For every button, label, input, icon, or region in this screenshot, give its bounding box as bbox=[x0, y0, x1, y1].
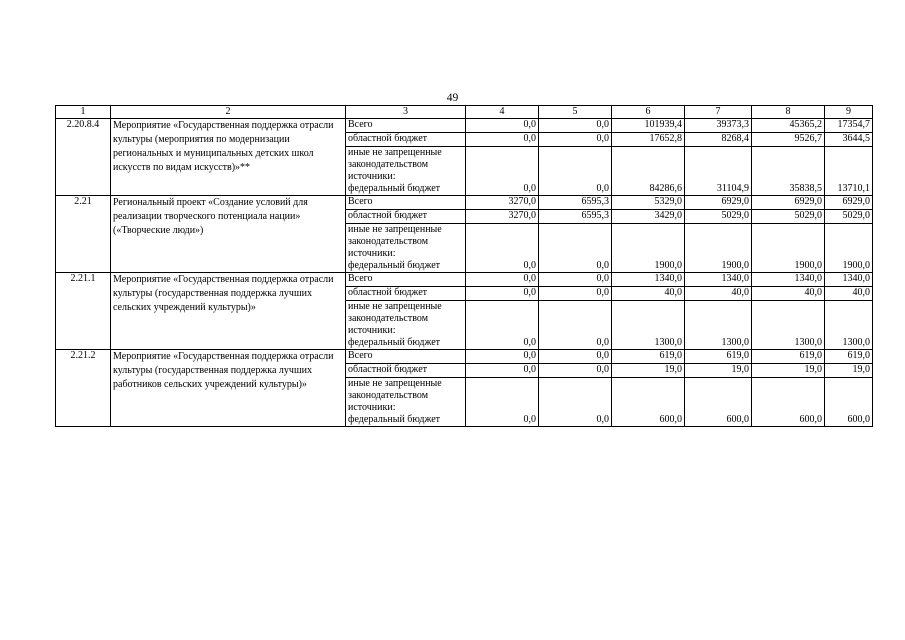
amount-cell: 0,0 bbox=[539, 119, 612, 133]
funding-source-line: источники: bbox=[348, 325, 396, 336]
item-code: 2.20.8.4 bbox=[56, 119, 111, 196]
amount-cell: 45365,2 bbox=[752, 119, 825, 133]
funding-source: областной бюджет bbox=[346, 133, 466, 147]
amount-cell: 40,0 bbox=[752, 287, 825, 301]
item-code: 2.21.1 bbox=[56, 273, 111, 350]
column-number: 5 bbox=[539, 106, 612, 119]
amount-cell: 40,0 bbox=[825, 287, 873, 301]
funding-source: областной бюджет bbox=[346, 364, 466, 378]
item-description: Мероприятие «Государственная поддержка отрасли культуры (государственная поддержка лучших сельских учреждений культуры)» bbox=[111, 273, 346, 350]
amount-cell: 0,0 bbox=[539, 224, 612, 273]
amount-cell: 101939,4 bbox=[612, 119, 685, 133]
amount-cell: 600,0 bbox=[685, 378, 752, 427]
funding-source-line: законодательством bbox=[348, 236, 429, 247]
amount-cell: 19,0 bbox=[612, 364, 685, 378]
amount-cell: 6595,3 bbox=[539, 210, 612, 224]
amount-cell: 0,0 bbox=[466, 133, 539, 147]
item-description: Региональный проект «Создание условий для реализации творческого потенциала нации» («Творческие люди») bbox=[111, 196, 346, 273]
amount-cell: 6595,3 bbox=[539, 196, 612, 210]
column-number-header-row bbox=[56, 106, 873, 119]
funding-source-line: законодательством bbox=[348, 159, 429, 170]
amount-cell: 1300,0 bbox=[825, 301, 873, 350]
amount-cell: 0,0 bbox=[539, 350, 612, 364]
funding-source-line: источники: bbox=[348, 402, 396, 413]
amount-cell: 40,0 bbox=[612, 287, 685, 301]
amount-cell: 600,0 bbox=[825, 378, 873, 427]
amount-cell: 619,0 bbox=[752, 350, 825, 364]
page-number: 49 bbox=[446, 92, 459, 104]
amount-cell: 6929,0 bbox=[685, 196, 752, 210]
amount-cell: 19,0 bbox=[685, 364, 752, 378]
column-number: 2 bbox=[111, 106, 346, 119]
amount-cell: 35838,5 bbox=[752, 147, 825, 196]
amount-cell: 3270,0 bbox=[466, 196, 539, 210]
funding-source-line: федеральный бюджет bbox=[348, 414, 441, 425]
amount-cell: 5329,0 bbox=[612, 196, 685, 210]
amount-cell: 619,0 bbox=[612, 350, 685, 364]
amount-cell: 600,0 bbox=[752, 378, 825, 427]
funding-source bbox=[346, 301, 466, 350]
table-row bbox=[56, 350, 873, 364]
amount-cell: 1340,0 bbox=[612, 273, 685, 287]
funding-source-line: иные не запрещенные bbox=[348, 301, 442, 312]
funding-source bbox=[346, 378, 466, 427]
amount-cell: 19,0 bbox=[752, 364, 825, 378]
amount-cell: 40,0 bbox=[685, 287, 752, 301]
amount-cell: 0,0 bbox=[466, 301, 539, 350]
column-number: 9 bbox=[825, 106, 873, 119]
amount-cell: 3270,0 bbox=[466, 210, 539, 224]
column-number: 4 bbox=[466, 106, 539, 119]
amount-cell: 0,0 bbox=[466, 119, 539, 133]
funding-source bbox=[346, 147, 466, 196]
amount-cell: 31104,9 bbox=[685, 147, 752, 196]
funding-source-line: иные не запрещенные bbox=[348, 224, 442, 235]
item-code: 2.21.2 bbox=[56, 350, 111, 427]
item-description: Мероприятие «Государственная поддержка отрасли культуры (мероприятия по модернизации региональных и муниципальных детских школ искусств по видам искусств)»** bbox=[111, 119, 346, 196]
amount-cell: 600,0 bbox=[612, 378, 685, 427]
amount-cell: 1900,0 bbox=[612, 224, 685, 273]
funding-source-line: законодательством bbox=[348, 313, 429, 324]
amount-cell: 0,0 bbox=[466, 224, 539, 273]
funding-source-line: иные не запрещенные bbox=[348, 378, 442, 389]
funding-source bbox=[346, 224, 466, 273]
amount-cell: 0,0 bbox=[539, 378, 612, 427]
funding-source-line: иные не запрещенные bbox=[348, 147, 442, 158]
funding-source-line: источники: bbox=[348, 248, 396, 259]
funding-source-line: федеральный бюджет bbox=[348, 260, 441, 271]
amount-cell: 0,0 bbox=[466, 350, 539, 364]
item-code: 2.21 bbox=[56, 196, 111, 273]
amount-cell: 1340,0 bbox=[685, 273, 752, 287]
funding-source-line: федеральный бюджет bbox=[348, 337, 441, 348]
amount-cell: 619,0 bbox=[825, 350, 873, 364]
amount-cell: 0,0 bbox=[539, 133, 612, 147]
funding-source: Всего bbox=[346, 350, 466, 364]
amount-cell: 1340,0 bbox=[752, 273, 825, 287]
funding-source: областной бюджет bbox=[346, 210, 466, 224]
amount-cell: 6929,0 bbox=[752, 196, 825, 210]
amount-cell: 5029,0 bbox=[752, 210, 825, 224]
column-number: 3 bbox=[346, 106, 466, 119]
funding-source: областной бюджет bbox=[346, 287, 466, 301]
funding-source: Всего bbox=[346, 119, 466, 133]
amount-cell: 1300,0 bbox=[612, 301, 685, 350]
amount-cell: 8268,4 bbox=[685, 133, 752, 147]
amount-cell: 39373,3 bbox=[685, 119, 752, 133]
funding-source-line: федеральный бюджет bbox=[348, 183, 441, 194]
funding-source: Всего bbox=[346, 273, 466, 287]
amount-cell: 0,0 bbox=[539, 147, 612, 196]
amount-cell: 1900,0 bbox=[685, 224, 752, 273]
table-row bbox=[56, 196, 873, 210]
amount-cell: 1340,0 bbox=[825, 273, 873, 287]
amount-cell: 0,0 bbox=[539, 287, 612, 301]
table-row bbox=[56, 119, 873, 133]
amount-cell: 1900,0 bbox=[752, 224, 825, 273]
column-number: 6 bbox=[612, 106, 685, 119]
amount-cell: 1300,0 bbox=[752, 301, 825, 350]
amount-cell: 13710,1 bbox=[825, 147, 873, 196]
table-row bbox=[56, 273, 873, 287]
funding-source-line: законодательством bbox=[348, 390, 429, 401]
amount-cell: 9526,7 bbox=[752, 133, 825, 147]
amount-cell: 17652,8 bbox=[612, 133, 685, 147]
amount-cell: 0,0 bbox=[466, 273, 539, 287]
amount-cell: 0,0 bbox=[539, 273, 612, 287]
amount-cell: 0,0 bbox=[466, 364, 539, 378]
amount-cell: 5029,0 bbox=[685, 210, 752, 224]
amount-cell: 5029,0 bbox=[825, 210, 873, 224]
amount-cell: 1300,0 bbox=[685, 301, 752, 350]
amount-cell: 84286,6 bbox=[612, 147, 685, 196]
amount-cell: 3429,0 bbox=[612, 210, 685, 224]
amount-cell: 1900,0 bbox=[825, 224, 873, 273]
funding-source: Всего bbox=[346, 196, 466, 210]
amount-cell: 0,0 bbox=[539, 364, 612, 378]
amount-cell: 0,0 bbox=[466, 378, 539, 427]
column-number: 8 bbox=[752, 106, 825, 119]
column-number: 1 bbox=[56, 106, 111, 119]
amount-cell: 17354,7 bbox=[825, 119, 873, 133]
amount-cell: 619,0 bbox=[685, 350, 752, 364]
amount-cell: 0,0 bbox=[539, 301, 612, 350]
amount-cell: 0,0 bbox=[466, 147, 539, 196]
amount-cell: 6929,0 bbox=[825, 196, 873, 210]
amount-cell: 3644,5 bbox=[825, 133, 873, 147]
amount-cell: 19,0 bbox=[825, 364, 873, 378]
column-number: 7 bbox=[685, 106, 752, 119]
amount-cell: 0,0 bbox=[466, 287, 539, 301]
funding-source-line: источники: bbox=[348, 171, 396, 182]
item-description: Мероприятие «Государственная поддержка отрасли культуры (государственная поддержка лучших работников сельских учреждений культуры)» bbox=[111, 350, 346, 427]
budget-table bbox=[55, 105, 873, 427]
